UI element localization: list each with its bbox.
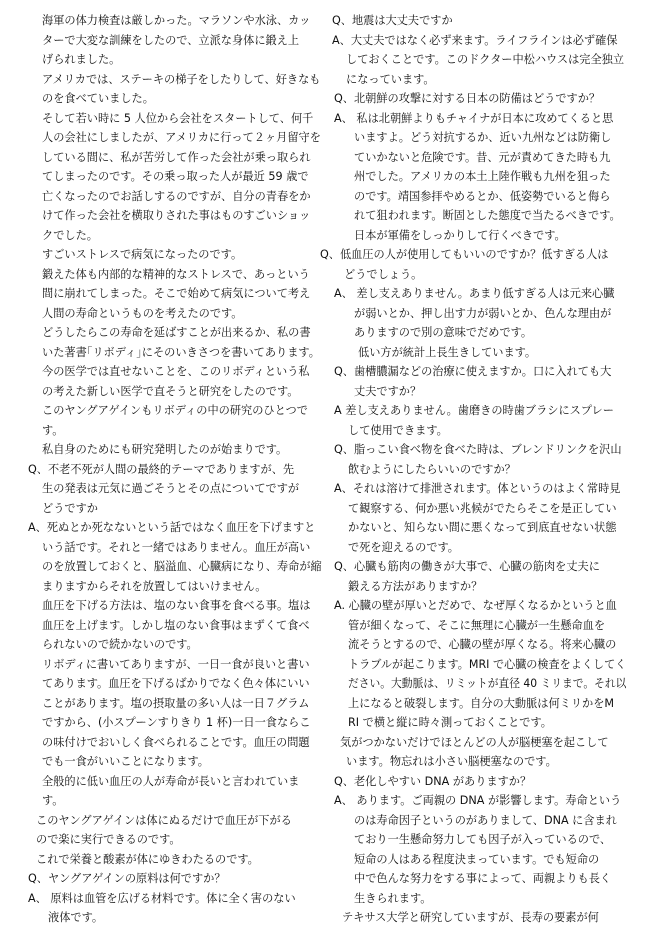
text-line: 全般的に低い血圧の人が寿命が長いと言われていま: [42, 774, 300, 788]
text-line: Q、地震は大丈夫ですか: [332, 14, 453, 27]
text-line: 流そうとするので、心臓の壁が厚くなる。将来心臓の: [348, 638, 617, 651]
text-line: どうですか: [42, 501, 98, 515]
text-line: ださい。大動脈は、リミットが直径 40 ミリまで。それ以: [348, 677, 627, 690]
text-line: Q、北朝鮮の攻撃に対する日本の防備はどうですか？: [334, 92, 601, 105]
text-line: A、大丈夫ではなく必ず来ます。ライフラインは必ず確保: [332, 33, 618, 47]
text-line: げられました。: [42, 53, 121, 66]
text-line: のを放置しておくと、脳溢血、心臓病になり、寿命が縮: [42, 560, 322, 573]
text-line: 今の医学では直せないことを、このリボディという私: [42, 365, 310, 378]
text-line: 私自身のためにも研究発明したのが始まりです。: [42, 443, 288, 456]
text-line: ことがあります。塩の摂取量の多い人は一日７グラム: [42, 696, 310, 710]
text-line: A、 差し支えありません。あまり低すぎる人は元来心臓: [334, 287, 615, 300]
text-line: Q、ヤングアゲインの原料は何ですか？: [28, 872, 226, 885]
text-line: 人間の寿命というものを考えたのです。: [42, 306, 243, 320]
text-line: 鍛えた体も内部的な精神的なストレスで、あっという: [42, 267, 310, 281]
text-line: Q、不老不死が人間の最終的テーマでありますが、先: [28, 462, 295, 476]
text-line: でも一食がいいことになります。: [42, 755, 209, 768]
text-line: 日本が軍備をしっかりして行くべきです。: [354, 228, 566, 242]
text-line: Q、脂っこい食べ物を食べた時は、ブレンドリンクを沢山: [334, 443, 622, 456]
text-line: 液体です。: [48, 911, 104, 924]
text-line: して使用できます。: [348, 423, 448, 437]
text-line: いう話です。それと一緒ではありません。血圧が高い: [42, 540, 311, 554]
text-line: の味付けでおいしく食べられることです。血圧の問題: [42, 735, 310, 749]
text-line: 海軍の体力検査は厳しかった。マラソンや水泳、カッ: [42, 14, 311, 27]
text-line: 生の発表は元気に過ごそうとその点についてですが: [42, 482, 300, 495]
text-line: リボディに書いてありますが、一日一食が良いと書い: [42, 657, 310, 671]
text-line: ありますので別の意味でだめです。: [354, 326, 533, 339]
text-line: Q、歯槽膿漏などの治療に使えますか。口に入れても大: [334, 365, 612, 378]
text-line: 上になると破裂します。自分の大動脈は何ミリかをM: [348, 696, 615, 710]
text-line: のを食べていました。: [42, 92, 154, 105]
text-line: ていかないと危険です。昔、元が責めてきた時も九: [354, 150, 611, 164]
text-line: 血圧を上げます。しかし塩のない食事はまずくて食べ: [42, 618, 310, 632]
text-line: クでした。: [42, 228, 98, 242]
text-line: 生きられます。: [354, 891, 432, 905]
text-line: Q、低血圧の人が使用してもいいのですか？低すぎる人は: [320, 248, 609, 261]
text-line: 亡くなったのでお話しするのですが、自分の青春をか: [42, 189, 311, 203]
text-line: A. 心臓の壁が厚いとだめで、なぜ厚くなるかというと血: [334, 599, 617, 612]
text-line: 短命の人はある程度決まっています。でも短命の: [354, 852, 600, 866]
text-line: まりますからそれを放置してはいけません。: [42, 579, 267, 593]
text-line: Q、老化しやすい DNA がありますか？: [334, 774, 532, 788]
text-line: ターで大変な訓練をしたので、立派な身体に鍛え上: [42, 33, 300, 47]
text-line: の考えた新しい医学で直そうと研究をしたのです。: [42, 384, 299, 398]
text-line: そして若い時に 5 人位から会社をスタートして、何千: [42, 111, 314, 125]
text-line: けて作った会社を横取りされた事はものすごいショッ: [42, 209, 311, 222]
text-line: A、 原料は血管を広げる材料です。体に全く害のない: [28, 891, 296, 905]
text-line: てあります。血圧を下げるばかりでなく色々体にいい: [42, 677, 310, 690]
text-line: している間に、私が苦労して作った会社が乗っ取られ: [42, 150, 311, 164]
text-line: いた著書｢リボディ｣にそのいきさつを書いてあります。: [42, 345, 320, 359]
text-line: になっています。: [346, 72, 435, 86]
text-line: いますよ。どう対抗するか、近い九州などは防衛し: [354, 131, 612, 144]
text-line: A、それは溶けて排泄されます。体というのはよく常時見: [334, 482, 621, 495]
text-line: どうしたらこの寿命を延ばすことが出来るか、私の書: [42, 326, 311, 339]
text-line: 気がつかないだけでほとんどの人が脳梗塞を起こして: [340, 735, 609, 749]
text-line: テキサス大学と研究していますが、長寿の要素が何: [342, 911, 599, 924]
text-line: このヤングアゲインもリボディの中の研究のひとつで: [42, 404, 308, 417]
text-line: 丈夫ですか？: [354, 384, 422, 398]
text-line: 鍛える方法がありますか？: [348, 579, 483, 593]
text-line: 間に崩れてしまった。そこで始めて病気について考え: [42, 287, 311, 300]
text-line: すごいストレスで病気になったのです。: [42, 248, 243, 261]
text-line: れて狙われます。断固とした態度で当たるべきです。: [354, 209, 621, 222]
text-line: しておくことです。このドクター中松ハウスは完全独立: [346, 53, 625, 66]
text-line: す。: [42, 794, 64, 807]
text-line: アメリカでは、ステーキの梯子をしたりして、好きなも: [42, 72, 321, 86]
text-line: られないので続かないのです。: [42, 638, 198, 651]
text-line: います。物忘れは小さい脳梗塞なのです。: [346, 755, 557, 768]
text-line: が弱いとか、押し出す力が弱いとか、色んな理由が: [354, 306, 612, 320]
text-line: 管が細くなって、そこに無理に心臓が一生懸命血を: [348, 618, 606, 632]
text-line: かないと、知らない間に悪くなって到底直せない状態: [348, 521, 617, 534]
text-line: で死を迎えるのです。: [348, 540, 459, 554]
text-line: 中で色んな努力をする事によって、両親よりも長く: [354, 872, 612, 885]
text-line: A 差し支えありません。歯磨きの時歯ブラシにスプレー: [334, 404, 614, 417]
text-line: 低い方が統計上長生きしています。: [358, 345, 537, 359]
text-line: ており一生懸命努力しても因子が入っているので、: [354, 833, 612, 846]
text-line: A、死ぬとか死なないという話ではなく血圧を下げますと: [28, 521, 316, 534]
text-line: ので楽に実行できるのです。: [36, 833, 181, 846]
text-line: て観察する、何か悪い兆候がでたらそこを是正してい: [348, 501, 617, 515]
text-line: A、 あります。ご両親の DNA が影響します。寿命という: [334, 794, 622, 807]
text-line: 州でした。アメリカの本土上陸作戦も九州を狙った: [354, 170, 611, 183]
text-line: RI で横と縦に時々測っておくことです。: [348, 716, 552, 729]
text-line: トラブルが起こります。MRI で心臓の検査をよくしてく: [348, 657, 627, 671]
text-line: てしまったのです。その乗っ取った人が最近 59 歳で: [42, 170, 309, 183]
text-line: どうでしょう。: [344, 267, 423, 281]
text-line: 人の会社にしましたが、アメリカに行って２ヶ月留守を: [42, 131, 321, 144]
text-line: のです。靖国参拝やめるとか、低姿勢でいると侮ら: [354, 189, 611, 203]
text-line: Q、心臓も筋肉の働きが大事で、心臓の筋肉を丈夫に: [334, 560, 600, 573]
text-line: す。: [42, 423, 64, 437]
text-line: A、 私は北朝鮮よりもチャイナが日本に攻めてくると思: [334, 111, 614, 125]
text-line: 血圧を下げる方法は、塩のない食事を食べる事。塩は: [42, 599, 311, 612]
text-line: これで栄養と酸素が体にゆきわたるのです。: [36, 852, 259, 866]
text-line: ですから、(小スプーンすりきり 1 杯)一日一食ならこ: [42, 716, 311, 729]
text-line: のは寿命因子というのがありまして、DNA に含まれ: [354, 813, 617, 827]
text-line: このヤングアゲインは体にぬるだけで血圧が下がる: [36, 813, 292, 827]
text-line: 飲むようにしたらいいのですか？: [348, 462, 516, 476]
